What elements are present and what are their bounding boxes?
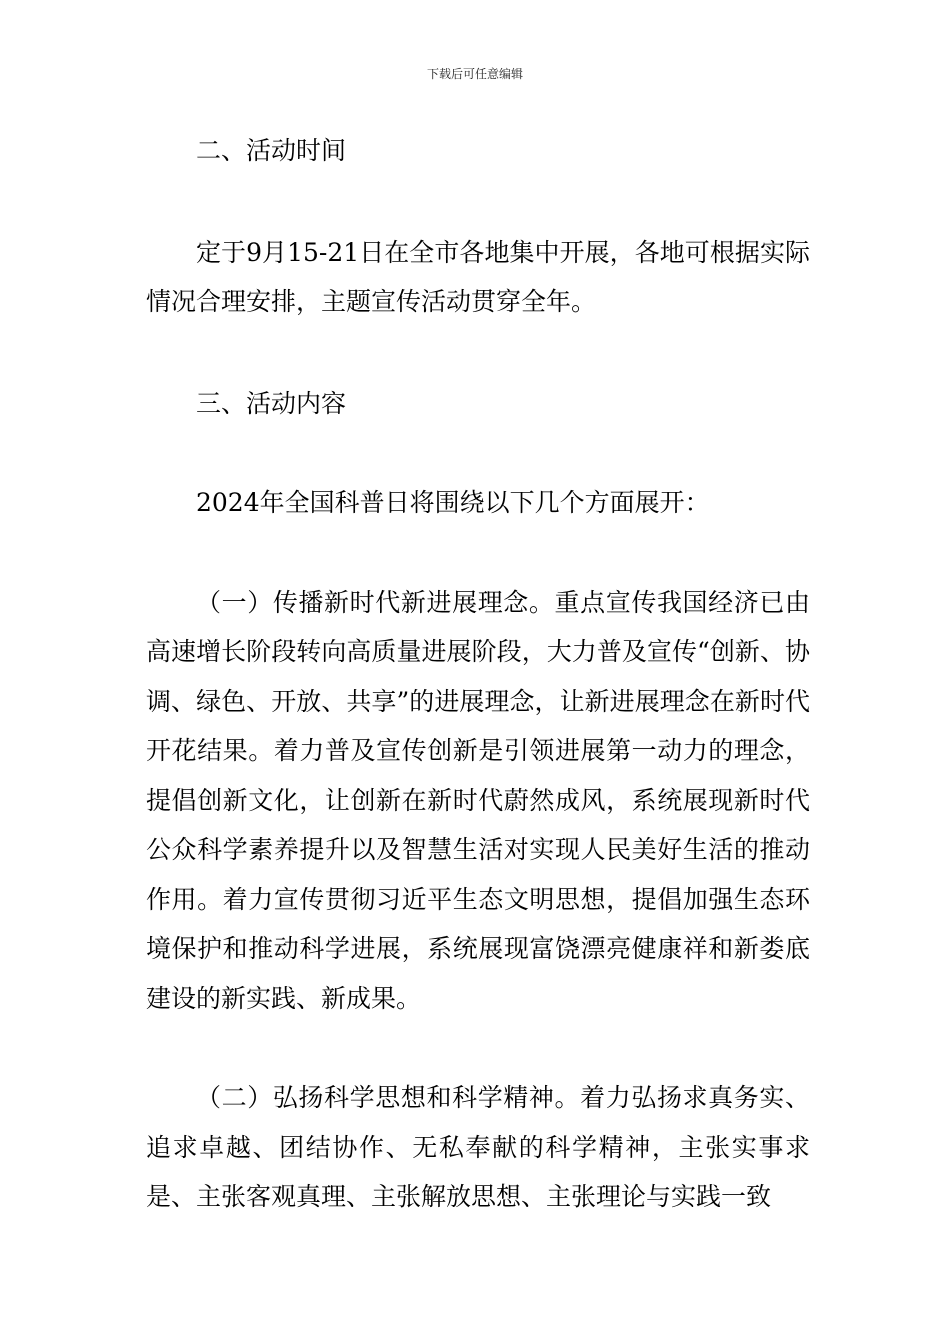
paragraph-item-two: （二）弘扬科学思想和科学精神。着力弘扬求真务实、追求卓越、团结协作、无私奉献的科学精神，主张实事求是、主张客观真理、主张解放思想、主张理论与实践一致 xyxy=(146,1083,810,1211)
paragraph-activity-time: 定于9月15-21日在全市各地集中开展，各地可根据实际情况合理安排，主题宣传活动贯穿全年。 xyxy=(146,237,810,316)
section-heading-activity-content: 三、活动内容 xyxy=(196,388,347,418)
paragraph-item-one: （一）传播新时代新进展理念。重点宣传我国经济已由高速增长阶段转向高质量进展阶段，大力普及宣传“创新、协调、绿色、开放、共享”的进展理念，让新进展理念在新时代开花结果。着力普及宣传创新是引领进展第一动力的理念，提倡创新文化，让创新在新时代蔚然成风，系统展现新时代公众科学素养提升以及智慧生活对实现人民美好生活的推动作用。着力宣传贯彻习近平生态文明思想，提倡加强生态环境保护和推动科学进展，系统展现富饶漂亮健康祥和新娄底建设的新实践、新成果。 xyxy=(146,587,810,1013)
page-header-note: 下载后可任意编辑 xyxy=(426,67,523,81)
paragraph-content-intro: 2024年全国科普日将围绕以下几个方面展开： xyxy=(196,488,710,517)
section-heading-activity-time: 二、活动时间 xyxy=(196,136,347,165)
document-body xyxy=(146,126,810,1222)
